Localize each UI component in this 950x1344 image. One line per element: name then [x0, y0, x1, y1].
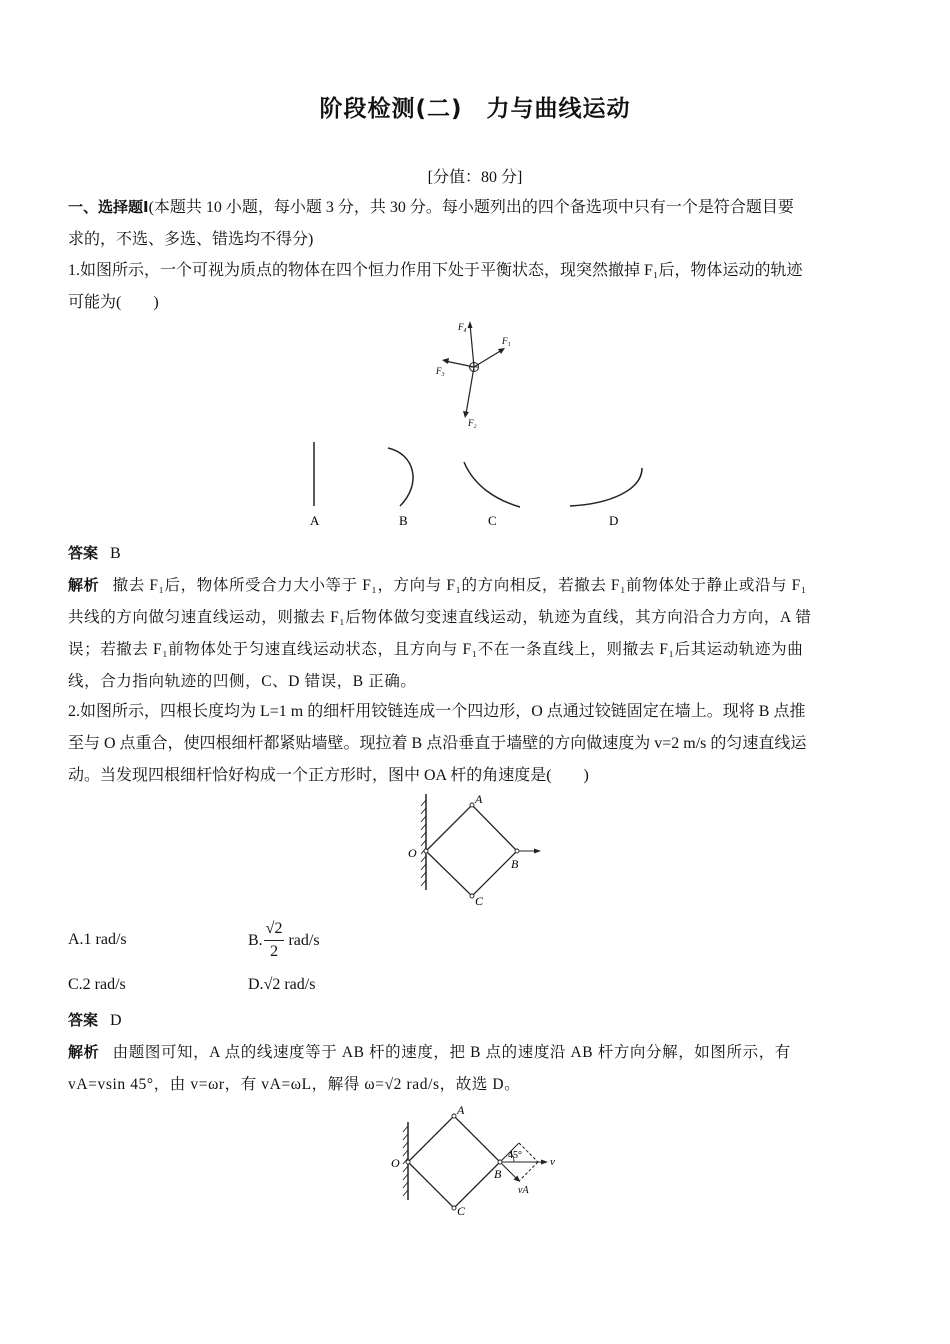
trajectory-b — [388, 448, 413, 506]
q2-analysis-label: 解析 — [68, 1043, 100, 1061]
force-label-f2: F₂ — [468, 418, 477, 428]
q1-line1: 1.如图所示，一个可视为质点的物体在四个恒力作用下处于平衡状态，现突然撤掉 F₁后，物体运动的轨迹 — [68, 262, 803, 279]
force-f1-arrow — [474, 350, 502, 367]
point-label-c: C — [457, 1204, 466, 1218]
q2-answer-label: 答案 — [68, 1011, 99, 1029]
force-label-f1: F₁ — [502, 336, 511, 346]
option-label-a: A — [310, 513, 320, 528]
q2-option-b-numerator: √2 — [264, 918, 285, 941]
option-label-c: C — [488, 513, 497, 528]
point-label-o: O — [408, 846, 417, 860]
angle-label: 45° — [508, 1150, 522, 1161]
q1-analysis-line: 误；若撤去 F₁前物体处于匀速直线运动状态，且方向与 F₁不在一条直线上，则撤去 F₁后其运动轨迹为曲 — [68, 641, 804, 658]
force-f2-arrow — [466, 367, 474, 414]
point-label-c: C — [475, 894, 484, 908]
q1-stem — [68, 255, 883, 319]
section-heading: 一、选择题Ⅰ — [68, 198, 149, 216]
q1-answer — [68, 542, 121, 563]
trajectory-c — [464, 462, 520, 507]
q1-analysis-line: 撤去 F₁后，物体所受合力大小等于 F₁，方向与 F₁的方向相反，若撤去 F₁前物体处于静止或沿与 F₁ — [112, 577, 807, 594]
instructions-line2: 求的，不选、多选、错选均不得分) — [68, 231, 314, 248]
force-f3-arrow — [445, 361, 474, 367]
force-label-f4: F₄ — [458, 322, 467, 332]
point-label-a: A — [475, 792, 483, 806]
q2-answer — [68, 1009, 122, 1030]
q2-option-b-denominator: 2 — [270, 943, 279, 960]
q2-option-a: A.1 rad/s — [68, 931, 127, 948]
velocity-va-arrow — [500, 1162, 517, 1179]
q1-answer-label: 答案 — [68, 544, 99, 562]
point-label-b: B — [511, 857, 519, 871]
trajectory-d — [570, 468, 642, 506]
velocity-va-label: vA — [518, 1185, 529, 1196]
q2-line2: 至与 O 点重合，使四根细杆都紧贴墙壁。现拉着 B 点沿垂直于墙壁的方向做速度为 v=2 m/s 的匀速直线运 — [68, 735, 807, 752]
q2-analysis — [68, 1036, 883, 1101]
q2-option-d — [248, 976, 315, 994]
force-label-f3: F₃ — [436, 366, 445, 376]
q1-analysis-line: 线，合力指向轨迹的凹侧，C、D 错误，B 正确。 — [68, 673, 417, 690]
q2-line3: 动。当发现四根细杆恰好构成一个正方形时，图中 OA 杆的角速度是( ) — [68, 767, 589, 784]
q2-option-d-value: √2 — [263, 976, 281, 993]
q1-force-diagram — [430, 316, 530, 434]
q1-line2: 可能为( ) — [68, 294, 159, 311]
q2-option-b-unit: rad/s — [288, 932, 320, 949]
q2-option-d-prefix: D. — [248, 976, 264, 993]
page-title: 阶段检测(二) 力与曲线运动 — [319, 96, 631, 122]
section-instructions — [68, 191, 883, 256]
q2-square-diagram — [405, 790, 550, 910]
velocity-v-label: v — [550, 1156, 555, 1168]
q2-option-b-prefix: B. — [248, 932, 263, 949]
q2-option-d-unit: rad/s — [284, 976, 316, 993]
option-label-b: B — [399, 513, 408, 528]
rod-square — [426, 805, 517, 896]
q2-stem — [68, 696, 883, 792]
point-label-b: B — [494, 1167, 502, 1181]
q2-option-b — [248, 918, 320, 963]
option-label-d: D — [609, 513, 619, 528]
q1-analysis-label: 解析 — [68, 576, 100, 594]
force-f4-arrow — [470, 324, 474, 367]
q2-analysis-line1: 由题图可知，A 点的线速度等于 AB 杆的速度，把 B 点的速度沿 AB 杆方向分解，如图所示，有 — [112, 1044, 791, 1061]
rod-square — [408, 1116, 500, 1208]
q1-analysis-line: 共线的方向做匀速直线运动，则撤去 F₁后物体做匀变速直线运动，轨迹为直线，其方向沿合力方向，A 错 — [68, 609, 812, 626]
q2-analysis-line2: vA=vsin 45°，由 v=ωr，有 vA=ωL，解得 ω=√2 rad/s，故选 D。 — [68, 1076, 521, 1093]
instructions-line1: (本题共 10 小题，每小题 3 分，共 30 分。每小题列出的四个备选项中只有一个是符合题目要 — [148, 199, 794, 216]
point-label-a: A — [457, 1103, 465, 1117]
q2-line1: 2.如图所示，四根长度均为 L=1 m 的细杆用铰链连成一个四边形，O 点通过铰链固定在墙上。现将 B 点推 — [68, 703, 806, 720]
q1-answer-value: B — [110, 545, 121, 562]
point-label-o: O — [391, 1156, 400, 1170]
q2-option-c: C.2 rad/s — [68, 976, 126, 993]
q2-answer-value: D — [110, 1012, 122, 1029]
score-label: [分值：80 分] — [427, 169, 523, 186]
q1-analysis — [68, 569, 883, 698]
q1-trajectory-options — [300, 436, 660, 532]
q2-decomposition-diagram — [388, 1102, 568, 1220]
